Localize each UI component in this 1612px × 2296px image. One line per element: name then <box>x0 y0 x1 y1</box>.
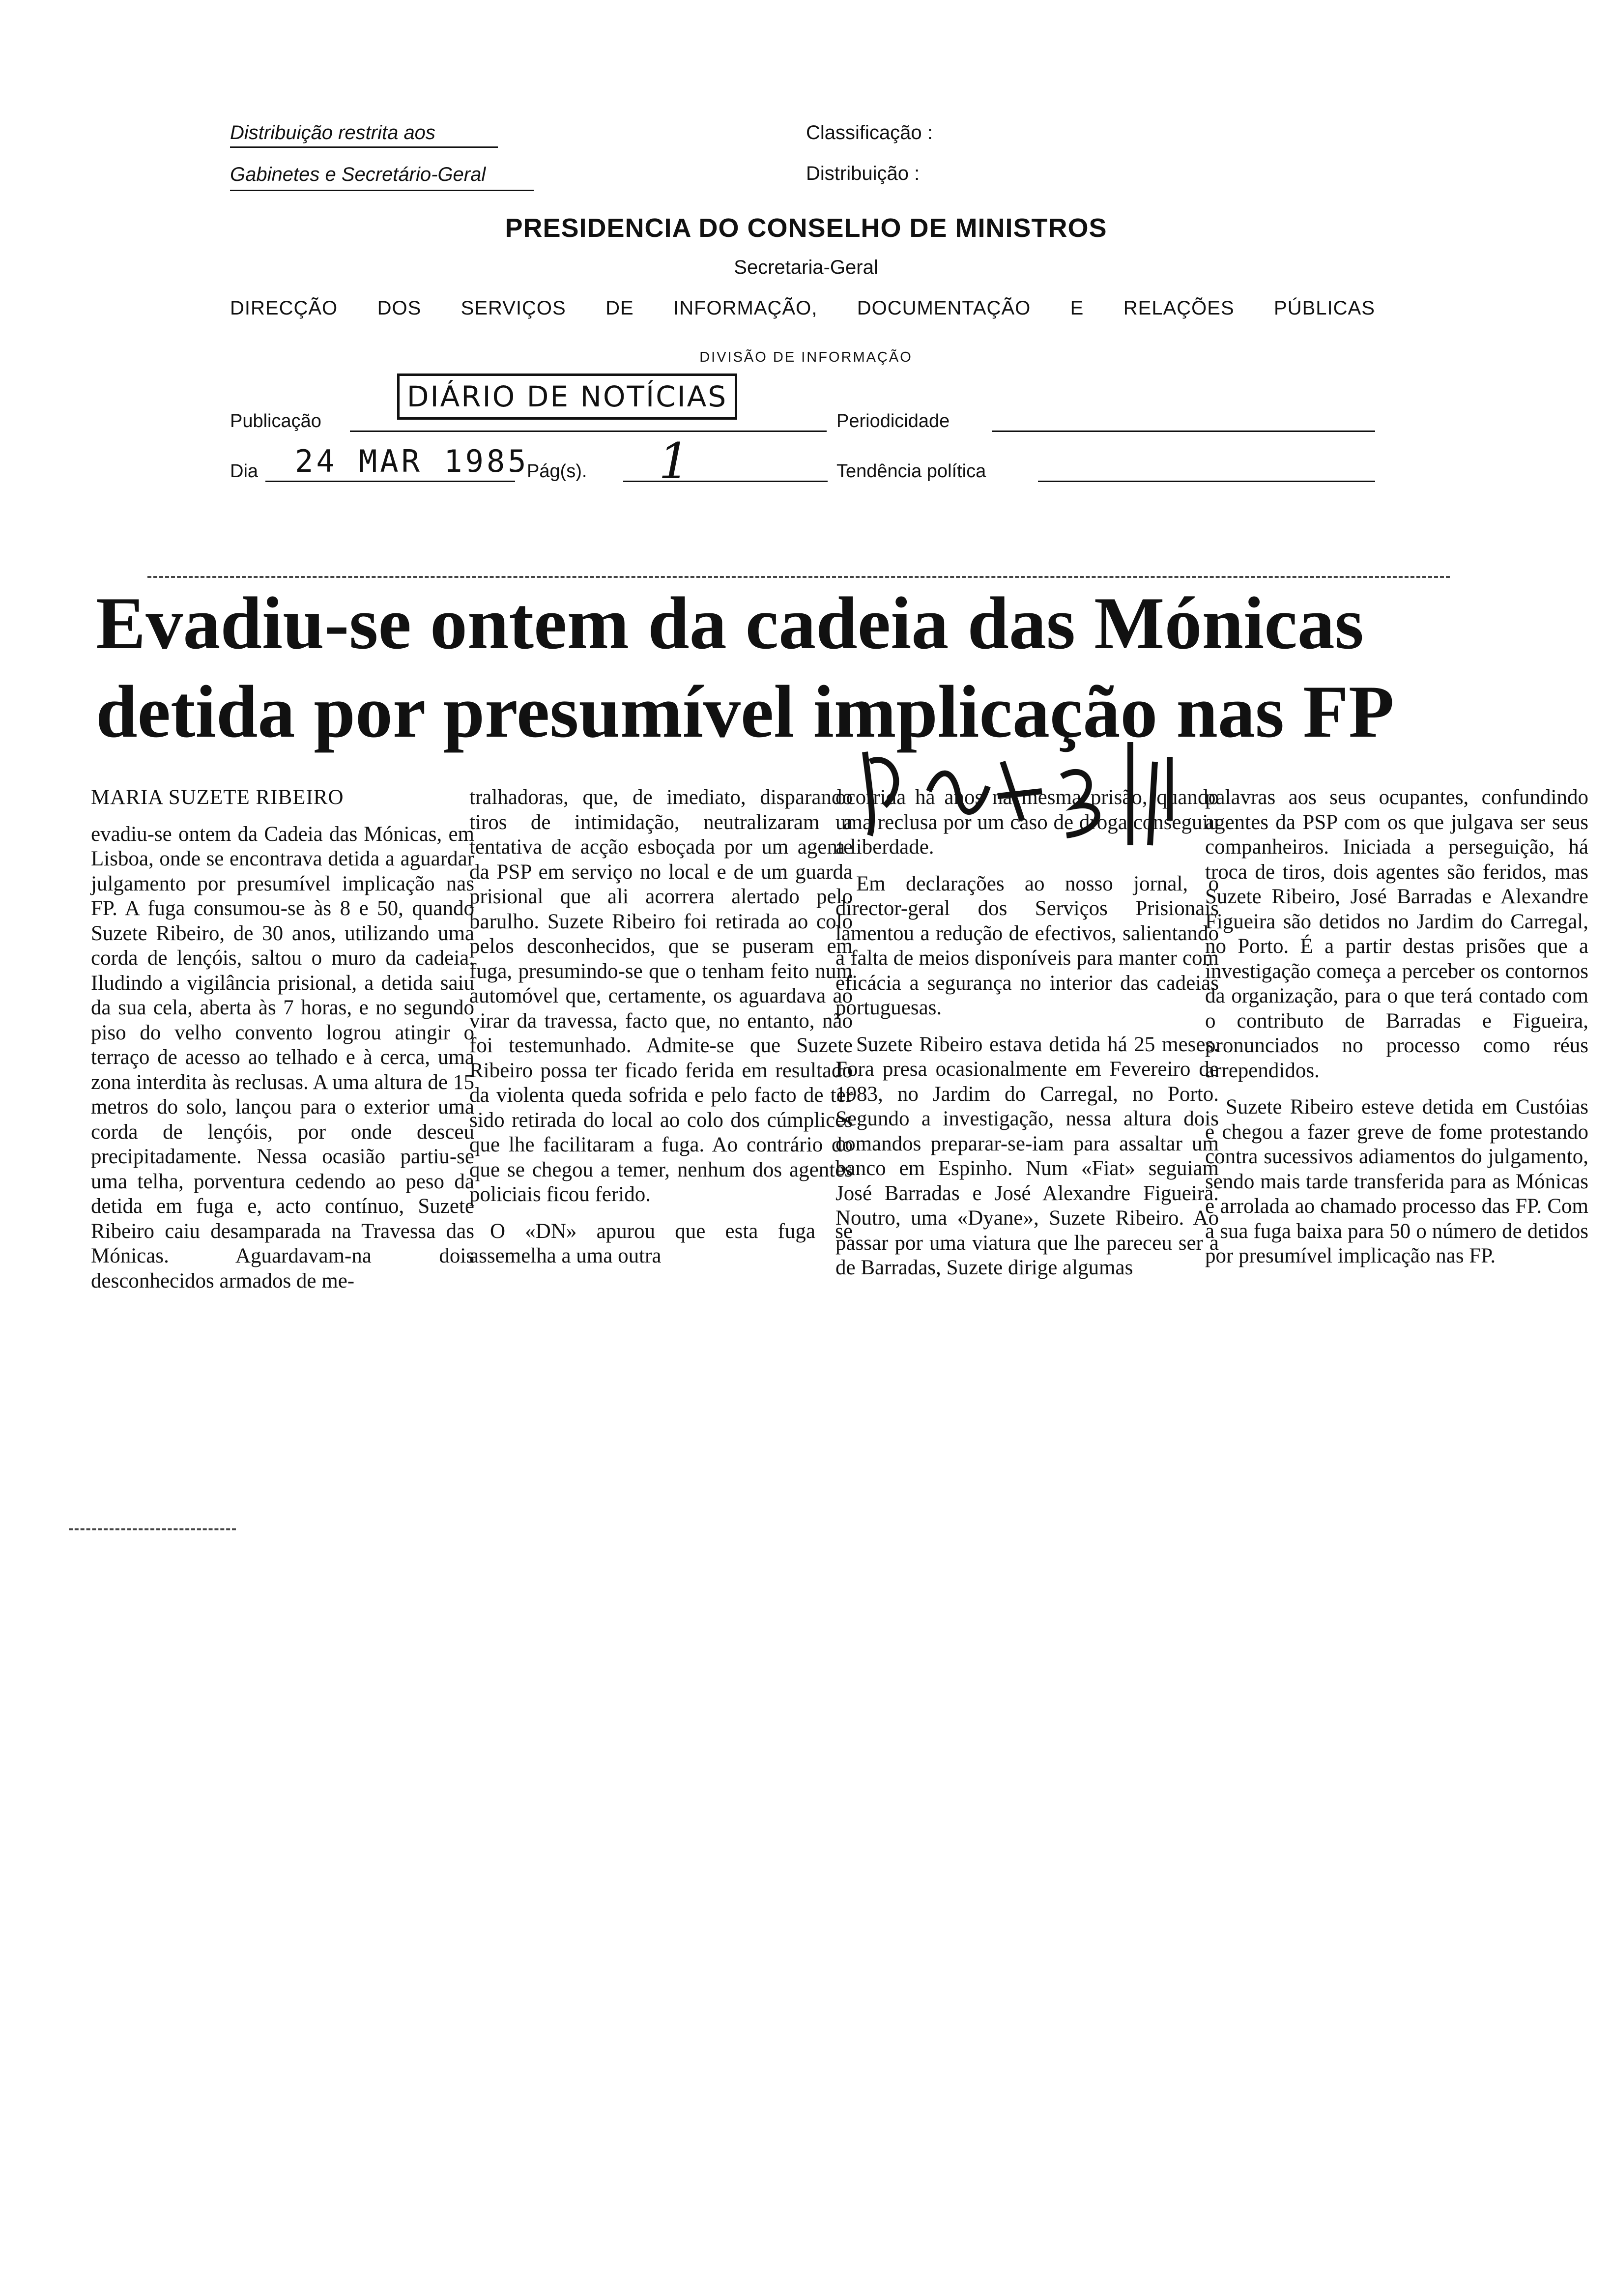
directorate-word: DE <box>605 297 634 319</box>
column-3-paragraph: ocorrida há anos na mesma prisão, quando uma reclusa por um caso de droga conseguiu a liberdade. <box>835 786 1219 859</box>
day-value: 24 MAR 1985 <box>295 443 529 479</box>
column-4-paragraph: palavras aos seus ocupantes, confundindo agentes da PSP com os que julgava ser seus companheiros. Iniciada a perseguição, há troca de tiros, dois agentes são feridos, mas Suzete Ribeiro, José Barradas e Alexandre Figueira são detidos no Jardim do Carregal, no Porto. É a partir destas prisões que a investigação começa a perceber os contornos da organização, para o que terá contado com o contributo de Barradas e Figueira, pronunciados no processo como réus arrependidos. <box>1205 786 1588 1082</box>
political-tendency-underline <box>1038 481 1375 482</box>
pages-value: 1 <box>659 432 690 490</box>
column-2-paragraph: O «DN» apurou que esta fuga se assemelha a uma outra <box>469 1219 853 1267</box>
periodicity-label: Periodicidade <box>836 411 950 431</box>
distribution-restricted-line1: Distribuição restrita aos <box>230 122 435 144</box>
distribution-restricted-line2: Gabinetes e Secretário-Geral <box>230 164 486 185</box>
directorate-word: DOS <box>377 297 422 319</box>
publication-stamp: DIÁRIO DE NOTÍCIAS <box>397 373 737 420</box>
headline-line-2: detida por presumível implicação nas FP <box>96 670 1394 753</box>
directorate-word: RELAÇÕES <box>1123 297 1235 319</box>
publication-label: Publicação <box>230 411 321 431</box>
article-column-1 <box>91 785 474 1293</box>
headline-line-1: Evadiu-se ontem da cadeia das Mónicas <box>96 582 1364 664</box>
distribution-label: Distribuição : <box>806 163 920 184</box>
clipping-bottom-edge <box>69 1528 236 1532</box>
byline: MARIA SUZETE RIBEIRO <box>91 786 344 809</box>
column-3-paragraph: Suzete Ribeiro estava detida há 25 meses. Fora presa ocasionalmente em Fevereiro de 1983, no Jardim do Carregal, no Porto. Segundo a investigação, nessa altura dois comandos preparar-se-iam para assaltar um banco em Espinho. Num «Fiat» seguiam José Barradas e José Alexandre Figueira. Noutro, uma «Dyane», Suzete Ribeiro. Ao passar por uma viatura que lhe pareceu ser a de Barradas, Suzete dirige algumas <box>835 1033 1219 1279</box>
header-rule-2 <box>230 190 534 191</box>
header-rule-1 <box>230 146 498 148</box>
column-4-paragraph: Suzete Ribeiro esteve detida em Custóias e chegou a fazer greve de fome protestando contra sucessivos adiamentos do julgamento, sendo mais tarde transferida para as Mónicas e arrolada ao chamado processo das FP. Com a sua fuga baixa para 50 o número de detidos por presumível implicação nas FP. <box>1205 1095 1588 1267</box>
directorate-word: SERVIÇOS <box>461 297 566 319</box>
directorate-word: E <box>1070 297 1084 319</box>
article-column-2 <box>469 785 853 1269</box>
division-label: DIVISÃO DE INFORMAÇÃO <box>699 349 913 365</box>
political-tendency-label: Tendência política <box>836 461 986 482</box>
column-3-paragraph: Em declarações ao nosso jornal, o director-geral dos Serviços Prisionais lamentou a redução de efectivos, salientando a falta de meios disponíveis para manter com eficácia a segurança no interior das cadeias portuguesas. <box>835 872 1219 1019</box>
day-label: Dia <box>230 461 259 482</box>
directorate-word: PÚBLICAS <box>1274 297 1375 319</box>
classification-label: Classificação : <box>806 122 933 144</box>
publication-underline <box>350 430 827 432</box>
day-underline <box>265 481 515 482</box>
clipping-top-edge <box>147 576 1450 580</box>
article-column-3 <box>835 785 1219 1281</box>
pages-label: Pág(s). <box>527 461 587 482</box>
directorate-word: DIRECÇÃO <box>230 297 338 319</box>
directorate-word: INFORMAÇÃO, <box>673 297 818 319</box>
directorate-word: DOCUMENTAÇÃO <box>857 297 1031 319</box>
article-column-4 <box>1205 785 1588 1269</box>
directorate-line <box>230 297 1375 319</box>
column-2-paragraph: tralhadoras, que, de imediato, disparando tiros de intimidação, neutralizaram a tentativa de acção esboçada por um agente da PSP em serviço no local e de um guarda prisional que ali acorrera alertado pelo barulho. Suzete Ribeiro foi retirada ao colo pelos desconhecidos, que se puseram em fuga, presumindo-se que o tenham feito num automóvel que, certamente, os aguardava ao virar da travessa, facto que, no entanto, não foi testemunhado. Admite-se que Suzete Ribeiro possa ter ficado ferida em resultado da violenta queda sofrida e pelo facto de ter sido retirada do local ao colo dos cúmplices que lhe facilitaram a fuga. Ao contrário do que se chegou a temer, nenhum dos agentes policiais ficou ferido. <box>469 786 853 1206</box>
secretariat: Secretaria-Geral <box>734 257 878 278</box>
column-1-paragraph: evadiu-se ontem da Cadeia das Mónicas, em Lisboa, onde se encontrava detida a aguardar julgamento por presumível implicação nas FP. A fuga consumou-se às 8 e 50, quando Suzete Ribeiro, de 30 anos, utilizando uma corda de lençóis, saltou o muro da cadeia. Iludindo a vigilância prisional, a detida saiu da sua cela, aberta às 7 horas, e no segundo piso do velho convento logrou atingir o terraço de acesso ao telhado e à cerca, uma zona interdita às reclusas. A uma altura de 15 metros do solo, lançou para o exterior uma corda de lençóis, por onde desceu precipitadamente. Nessa ocasião partiu-se uma telha, porventura cedendo ao peso da detida em fuga e, acto contínuo, Suzete Ribeiro caiu desamparada na Travessa das Mónicas. Aguardavam-na dois desconhecidos armados de me- <box>91 822 474 1292</box>
pages-underline <box>623 481 828 482</box>
periodicity-underline <box>992 430 1375 432</box>
institution-title: PRESIDENCIA DO CONSELHO DE MINISTROS <box>505 213 1107 243</box>
